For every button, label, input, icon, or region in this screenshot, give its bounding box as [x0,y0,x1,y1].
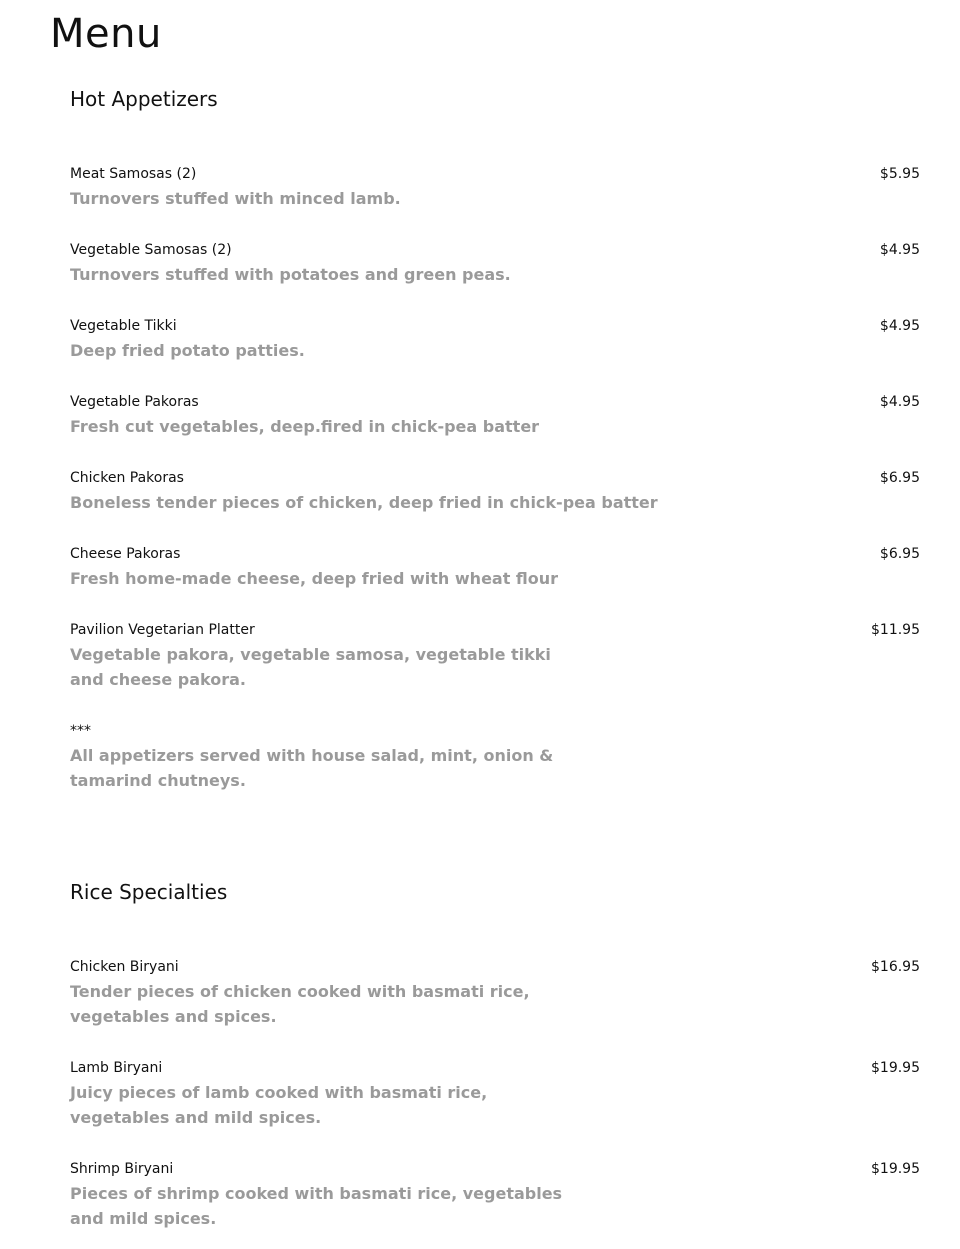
item-name: Lamb Biryani [70,1060,163,1076]
item-price: $6.95 [879,546,920,562]
item-name: Vegetable Pakoras [70,394,199,410]
page-title: Menu [50,11,162,57]
item-name: Vegetable Samosas (2) [70,242,232,258]
item-name: Cheese Pakoras [70,546,181,562]
menu-item-lamb-biryani [70,1057,920,1130]
section-title-rice-specialties: Rice Specialties [70,880,228,904]
item-description: Fresh cut vegetables, deep.fired in chick-pea batter [70,417,540,436]
item-price: $5.95 [879,166,920,182]
section-title-hot-appetizers: Hot Appetizers [70,87,218,111]
item-description: Vegetable pakora, vegetable samosa, vegetable tikki and cheese pakora. [70,645,551,689]
item-price: $4.95 [879,242,920,258]
note-marker: *** [70,723,91,739]
menu-item-chicken-biryani [70,956,920,1029]
item-description: Deep fried potato patties. [70,341,305,360]
item-price: $4.95 [879,394,920,410]
menu-item-meat-samosas [70,163,920,211]
item-price: $19.95 [871,1060,920,1076]
item-description: Juicy pieces of lamb cooked with basmati rice, vegetables and mild spices. [70,1083,488,1127]
item-price: $11.95 [871,622,920,638]
item-price: $16.95 [871,959,920,975]
menu-item-shrimp-biryani [70,1158,920,1231]
item-description: Tender pieces of chicken cooked with basmati rice, vegetables and spices. [70,982,530,1026]
item-description: Fresh home-made cheese, deep fried with wheat flour [70,569,559,588]
item-name: Vegetable Tikki [70,318,177,334]
item-description: Turnovers stuffed with minced lamb. [70,189,401,208]
item-name: Chicken Biryani [70,959,179,975]
menu-item-cheese-pakoras [70,543,920,591]
item-name: Chicken Pakoras [70,470,184,486]
item-price: $4.95 [879,318,920,334]
menu-item-vegetable-pakoras [70,391,920,439]
item-name: Meat Samosas (2) [70,166,197,182]
item-description: Turnovers stuffed with potatoes and green peas. [70,265,511,284]
item-price: $19.95 [871,1161,920,1177]
item-price: $6.95 [879,470,920,486]
menu-item-chicken-pakoras [70,467,920,515]
appetizers-note [70,720,920,793]
note-text: All appetizers served with house salad, mint, onion & tamarind chutneys. [70,746,554,790]
menu-item-vegetable-tikki [70,315,920,363]
item-description: Boneless tender pieces of chicken, deep fried in chick-pea batter [70,493,658,512]
item-name: Shrimp Biryani [70,1161,174,1177]
item-name: Pavilion Vegetarian Platter [70,622,255,638]
menu-item-vegetable-samosas [70,239,920,287]
menu-item-pavilion-vegetarian-platter [70,619,920,692]
item-description: Pieces of shrimp cooked with basmati rice, vegetables and mild spices. [70,1184,563,1228]
